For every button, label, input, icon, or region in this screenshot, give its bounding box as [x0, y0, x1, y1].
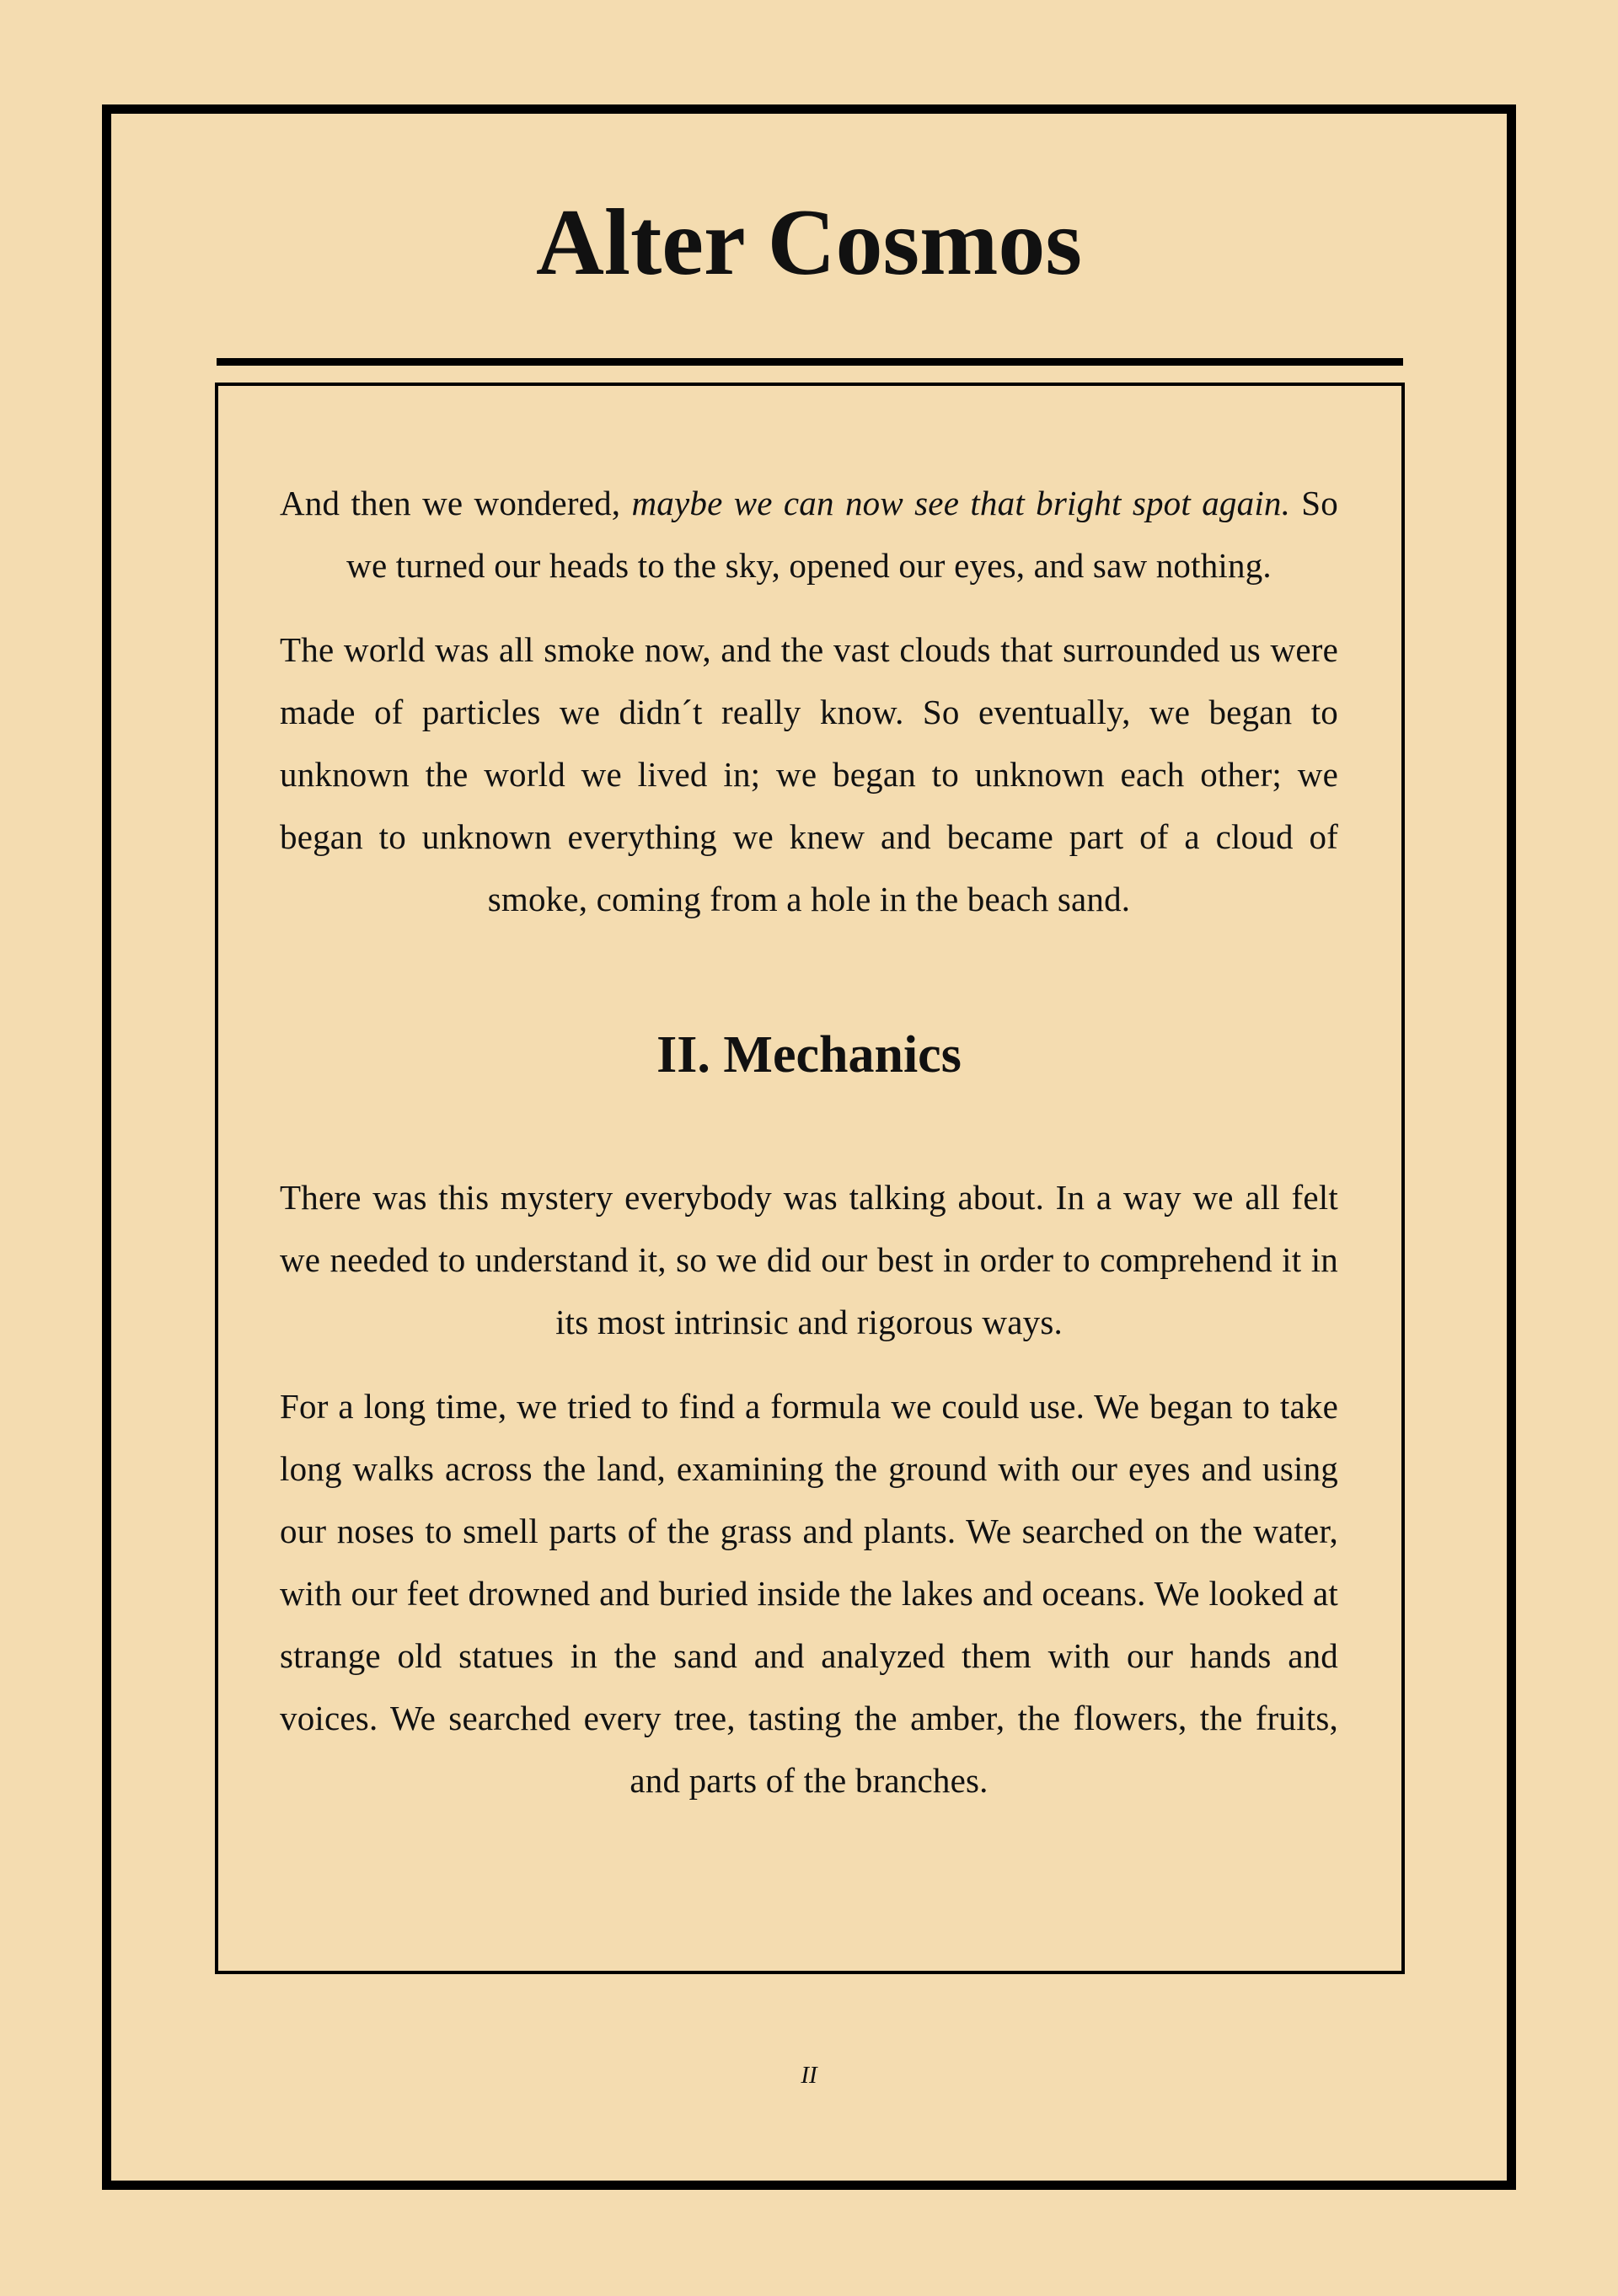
page-title: Alter Cosmos	[535, 190, 1083, 295]
body-text-region	[280, 472, 1338, 1812]
mechanics-paragraph-2: For a long time, we tried to find a formula we could use. We began to take long walks across the land, examining the ground with our eyes and using our noses to smell parts of the grass and plants. We searched on the water, with our feet drowned and buried inside the lakes and oceans. We looked at strange old statues in the sand and analyzed them with our hands and voices. We searched every tree, tasting the amber, the flowers, the fruits, and parts of the branches.	[280, 1387, 1338, 1800]
intro-paragraph-1	[280, 472, 1338, 597]
intro-p1-tail: So we turned our heads to the sky, opened our eyes, and saw nothing.	[346, 484, 1339, 585]
mechanics-paragraph-1: There was this mystery everybody was talking about. In a way we all felt we needed to understand it, so we did our best in order to comprehend it in its most intrinsic and rigorous ways.	[280, 1178, 1338, 1341]
section-heading-mechanics: II. Mechanics	[656, 1026, 962, 1084]
page-number: II	[801, 2062, 817, 2089]
intro-paragraph-2: The world was all smoke now, and the vast clouds that surrounded us were made of particles we didn´t really know. So eventually, we began to unknown the world we lived in; we began to unknown each other; we began to unknown everything we knew and became part of a cloud of smoke, coming from a hole in the beach sand.	[280, 630, 1338, 918]
title-underline-rule	[217, 358, 1403, 366]
intro-p1-italic-thought: maybe we can now see that bright spot again.	[631, 484, 1291, 522]
intro-p1-lead: And then we wondered,	[280, 484, 632, 522]
